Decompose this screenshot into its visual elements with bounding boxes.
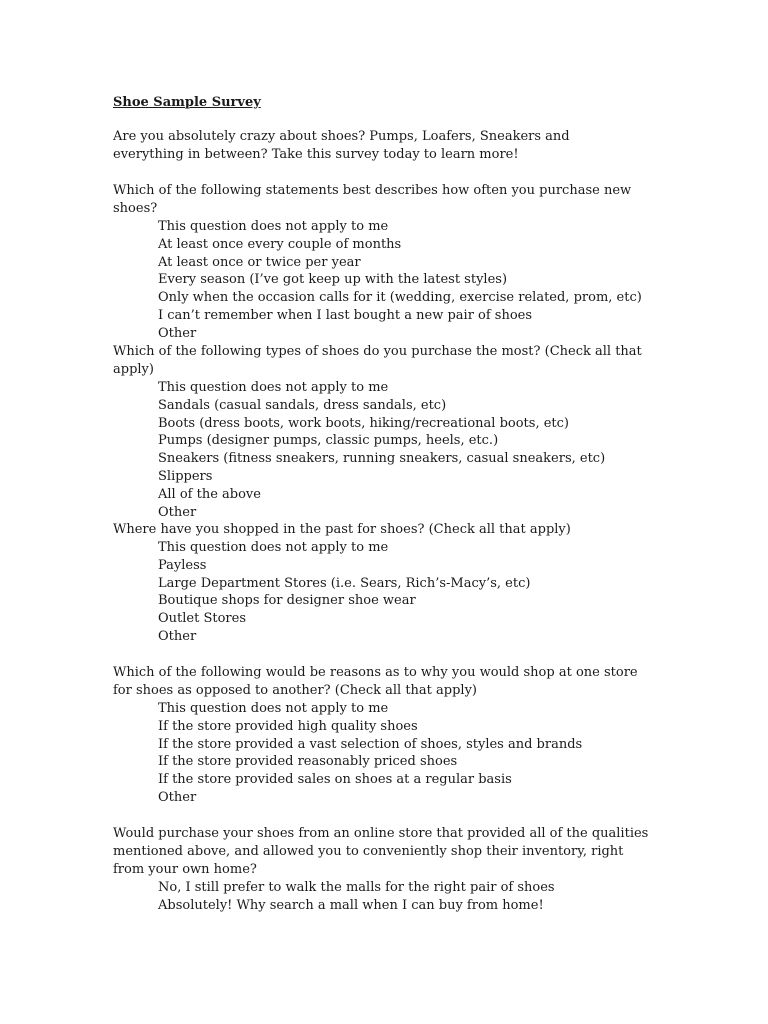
option-item: Other xyxy=(158,789,197,805)
option-list xyxy=(113,218,658,343)
question-text: Where have you shopped in the past for shoes? (Check all that apply) xyxy=(113,522,571,537)
option-item: At least once every couple of months xyxy=(158,236,402,252)
question-4 xyxy=(113,664,658,807)
option-item: This question does not apply to me xyxy=(158,540,389,555)
option-item: Outlet Stores xyxy=(158,611,246,627)
option-item: All of the above xyxy=(158,486,261,502)
option-item: Large Department Stores (i.e. Sears, Rich’s-Macy’s, etc) xyxy=(158,575,531,591)
option-item: Other xyxy=(158,504,197,520)
option-item: This question does not apply to me xyxy=(158,701,389,716)
option-list xyxy=(113,879,658,915)
option-item: At least once or twice per year xyxy=(158,254,361,270)
option-item: Sandals (casual sandals, dress sandals, etc) xyxy=(158,397,447,413)
option-item: Other xyxy=(158,628,197,644)
option-item: Pumps (designer pumps, classic pumps, heels, etc.) xyxy=(158,433,499,449)
option-item: Every season (I’ve got keep up with the latest styles) xyxy=(158,272,508,288)
question-3 xyxy=(113,521,658,646)
page-title: Shoe Sample Survey xyxy=(113,95,261,110)
option-item: I can’t remember when I last bought a new pair of shoes xyxy=(158,307,533,323)
option-item: No, I still prefer to walk the malls for the right pair of shoes xyxy=(158,880,555,895)
option-item: Other xyxy=(158,325,197,341)
option-item: If the store provided high quality shoes xyxy=(158,718,418,734)
option-item: Sneakers (fitness sneakers, running sneakers, casual sneakers, etc) xyxy=(158,451,606,467)
option-item: This question does not apply to me xyxy=(158,219,389,234)
question-2 xyxy=(113,343,658,521)
option-item: Payless xyxy=(158,557,207,573)
option-list xyxy=(113,379,658,521)
question-text: Which of the following would be reasons as to why you would shop at one store for shoes as opposed to another? (Check all that apply) xyxy=(113,665,638,698)
option-item: Slippers xyxy=(158,468,213,484)
option-list xyxy=(113,539,658,646)
question-text: Which of the following statements best describes how often you purchase new shoes? xyxy=(113,183,632,216)
option-item: Boutique shops for designer shoe wear xyxy=(158,593,416,609)
question-1 xyxy=(113,182,658,343)
option-item: Boots (dress boots, work boots, hiking/recreational boots, etc) xyxy=(158,415,569,431)
question-text: Which of the following types of shoes do you purchase the most? (Check all that apply) xyxy=(113,344,642,377)
option-item: If the store provided sales on shoes at a regular basis xyxy=(158,772,512,788)
intro-paragraph: Are you absolutely crazy about shoes? Pumps, Loafers, Sneakers and everything in between? Take this survey today to learn more! xyxy=(113,129,570,162)
option-list xyxy=(113,700,658,807)
option-item: If the store provided reasonably priced shoes xyxy=(158,754,458,770)
option-item: If the store provided a vast selection of shoes, styles and brands xyxy=(158,736,583,752)
option-item: This question does not apply to me xyxy=(158,380,389,395)
question-5 xyxy=(113,825,658,915)
option-item: Only when the occasion calls for it (wedding, exercise related, prom, etc) xyxy=(158,290,642,306)
question-text: Would purchase your shoes from an online store that provided all of the qualities mentioned above, and allowed you to conveniently shop their inventory, right from your own home? xyxy=(113,826,649,877)
option-item: Absolutely! Why search a mall when I can buy from home! xyxy=(158,897,544,913)
